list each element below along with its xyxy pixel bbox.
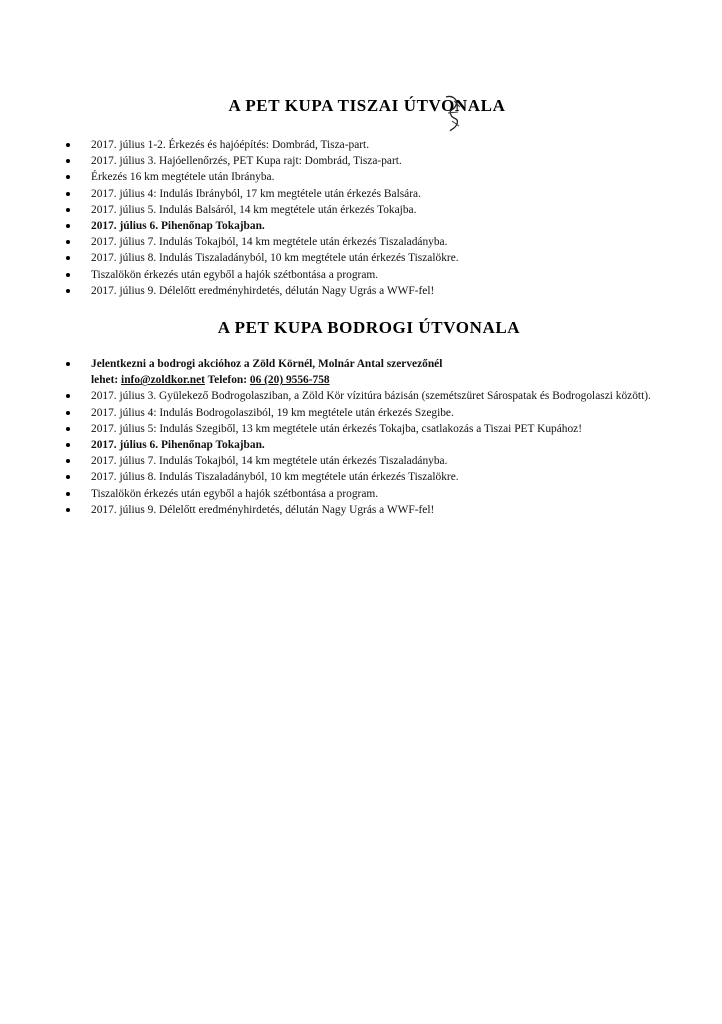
telefon-label: Telefon: bbox=[204, 374, 250, 387]
list-item: 2017. július 3. Gyülekező Bodrogolasziban, a Zöld Kör vízitúra bázisán (szemétszüret Sárospatak és Bodrogolaszi között). bbox=[66, 388, 666, 404]
list-item: 2017. július 9. Délelőtt eredményhirdetés, délután Nagy Ugrás a WWF-fel! bbox=[66, 502, 666, 518]
bodrogi-schedule-list bbox=[66, 356, 666, 518]
list-item: Tiszalökön érkezés után egyből a hajók szétbontása a program. bbox=[66, 267, 666, 283]
contact-item bbox=[66, 356, 666, 388]
list-item: 2017. július 5. Indulás Balsáról, 14 km megtétele után érkezés Tokajba. bbox=[66, 202, 666, 218]
ink-mark-icon bbox=[442, 93, 464, 133]
list-item: Érkezés 16 km megtétele után Ibrányba. bbox=[66, 169, 666, 185]
list-item: 2017. július 1-2. Érkezés és hajóépítés: Dombrád, Tisza-part. bbox=[66, 137, 666, 153]
list-item: 2017. július 5: Indulás Szegiből, 13 km megtétele után érkezés Tokajba, csatlakozás a Tiszai PET Kupához! bbox=[66, 421, 666, 437]
list-item: 2017. július 4: Indulás Ibrányból, 17 km megtétele után érkezés Balsára. bbox=[66, 186, 666, 202]
list-item: 2017. július 4: Indulás Bodrogolasziból, 19 km megtétele után érkezés Szegibe. bbox=[66, 405, 666, 421]
contact-lehet: lehet: bbox=[91, 374, 122, 387]
list-item: 2017. július 3. Hajóellenőrzés, PET Kupa rajt: Dombrád, Tisza-part. bbox=[66, 153, 666, 169]
list-item: 2017. július 8. Indulás Tiszaladányból, 10 km megtétele után érkezés Tiszalökre. bbox=[66, 250, 666, 266]
list-item: 2017. július 6. Pihenőnap Tokajban. bbox=[66, 437, 666, 453]
section2-title: A PET KUPA BODROGI ÚTVONALA bbox=[217, 318, 521, 337]
list-item: 2017. július 7. Indulás Tokajból, 14 km megtétele után érkezés Tiszaladányba. bbox=[66, 234, 666, 250]
email-link[interactable]: info@zoldkor.net bbox=[121, 374, 205, 387]
list-item: 2017. július 6. Pihenőnap Tokajban. bbox=[66, 218, 666, 234]
contact-line: Jelentkezni a bodrogi akcióhoz a Zöld Körnél, Molnár Antal szervezőnél bbox=[91, 358, 443, 370]
list-item: 2017. július 9. Délelőtt eredményhirdetés, délután Nagy Ugrás a WWF-fel! bbox=[66, 283, 666, 299]
list-item: 2017. július 8. Indulás Tiszaladányból, 10 km megtétele után érkezés Tiszalökre. bbox=[66, 469, 666, 485]
list-item: Tiszalökön érkezés után egyből a hajók szétbontása a program. bbox=[66, 486, 666, 502]
phone-link[interactable]: 06 (20) 9556-758 bbox=[249, 374, 330, 387]
list-item: 2017. július 7. Indulás Tokajból, 14 km megtétele után érkezés Tiszaladányba. bbox=[66, 453, 666, 469]
section1-title: A PET KUPA TISZAI ÚTVONALA bbox=[228, 96, 506, 115]
tiszai-schedule-list bbox=[66, 137, 666, 299]
